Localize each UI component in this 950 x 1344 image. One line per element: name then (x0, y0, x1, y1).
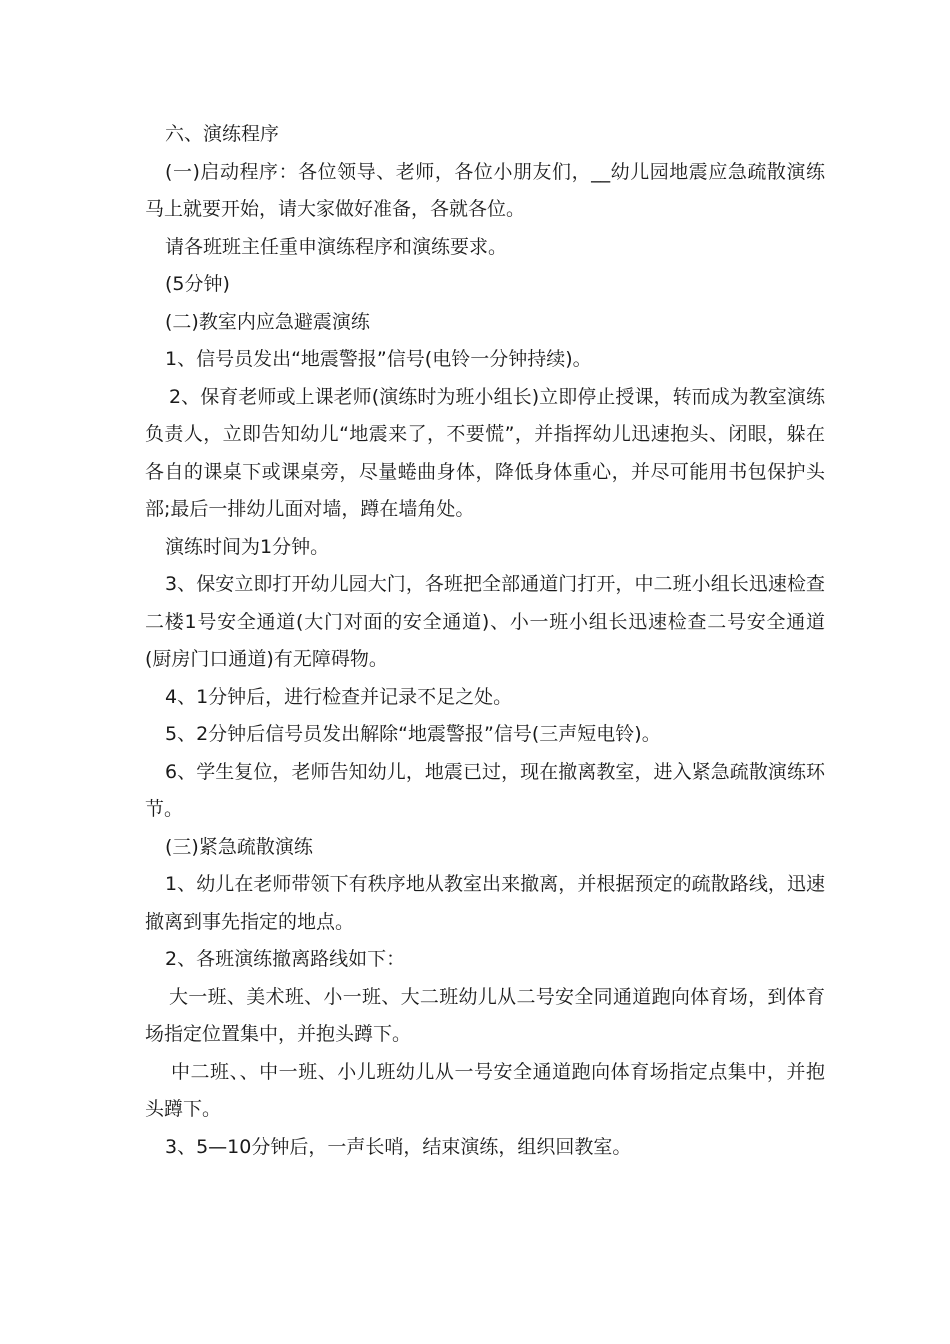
paragraph: (5分钟) (165, 273, 230, 295)
subsection-heading: (二)教室内应急避震演练 (165, 310, 370, 333)
paragraph: 1、信号员发出“地震警报”信号(电铃一分钟持续)。 (165, 348, 592, 370)
paragraph: (一)启动程序：各位领导、老师，各位小朋友们，__幼儿园地震应急疏散演练马上就要开始，请大家做好准备，各就各位。 (145, 160, 825, 220)
document-page (145, 116, 825, 1166)
paragraph: 6、学生复位，老师告知幼儿，地震已过，现在撤离教室，进入紧急疏散演练环节。 (145, 760, 825, 820)
paragraph: 请各班班主任重申演练程序和演练要求。 (165, 235, 508, 258)
paragraph: 3、5—10分钟后，一声长哨，结束演练，组织回教室。 (165, 1135, 632, 1158)
paragraph: 2、保育老师或上课老师(演练时为班小组长)立即停止授课，转而成为教室演练负责人，立即告知幼儿“地震来了，不要慌”，并指挥幼儿迅速抱头、闭眼，躲在各自的课桌下或课桌旁，尽量蜷曲身体，降低身体重心，并尽可能用书包保护头部;最后一排幼儿面对墙，蹲在墙角处。 (145, 385, 825, 520)
paragraph: 大一班、美术班、小一班、大二班幼儿从二号安全同通道跑向体育场，到体育场指定位置集中，并抱头蹲下。 (145, 985, 825, 1045)
paragraph: 5、2分钟后信号员发出解除“地震警报”信号(三声短电铃)。 (165, 723, 661, 745)
paragraph: 2、各班演练撤离路线如下： (165, 948, 406, 970)
paragraph: 4、1分钟后，进行检查并记录不足之处。 (165, 685, 513, 708)
paragraph: 中二班、、中一班、小儿班幼儿从一号安全通道跑向体育场指定点集中，并抱头蹲下。 (145, 1060, 825, 1120)
paragraph: 演练时间为1分钟。 (165, 535, 330, 558)
subsection-heading: (三)紧急疏散演练 (165, 835, 313, 858)
paragraph: 3、保安立即打开幼儿园大门，各班把全部通道门打开，中二班小组长迅速检查二楼1号安全通道(大门对面的安全通道)、小一班小组长迅速检查二号安全通道(厨房门口通道)有无障碍物。 (145, 573, 825, 670)
section-heading: 六、演练程序 (165, 123, 280, 145)
paragraph: 1、幼儿在老师带领下有秩序地从教室出来撤离，并根据预定的疏散路线，迅速撤离到事先指定的地点。 (145, 873, 825, 933)
